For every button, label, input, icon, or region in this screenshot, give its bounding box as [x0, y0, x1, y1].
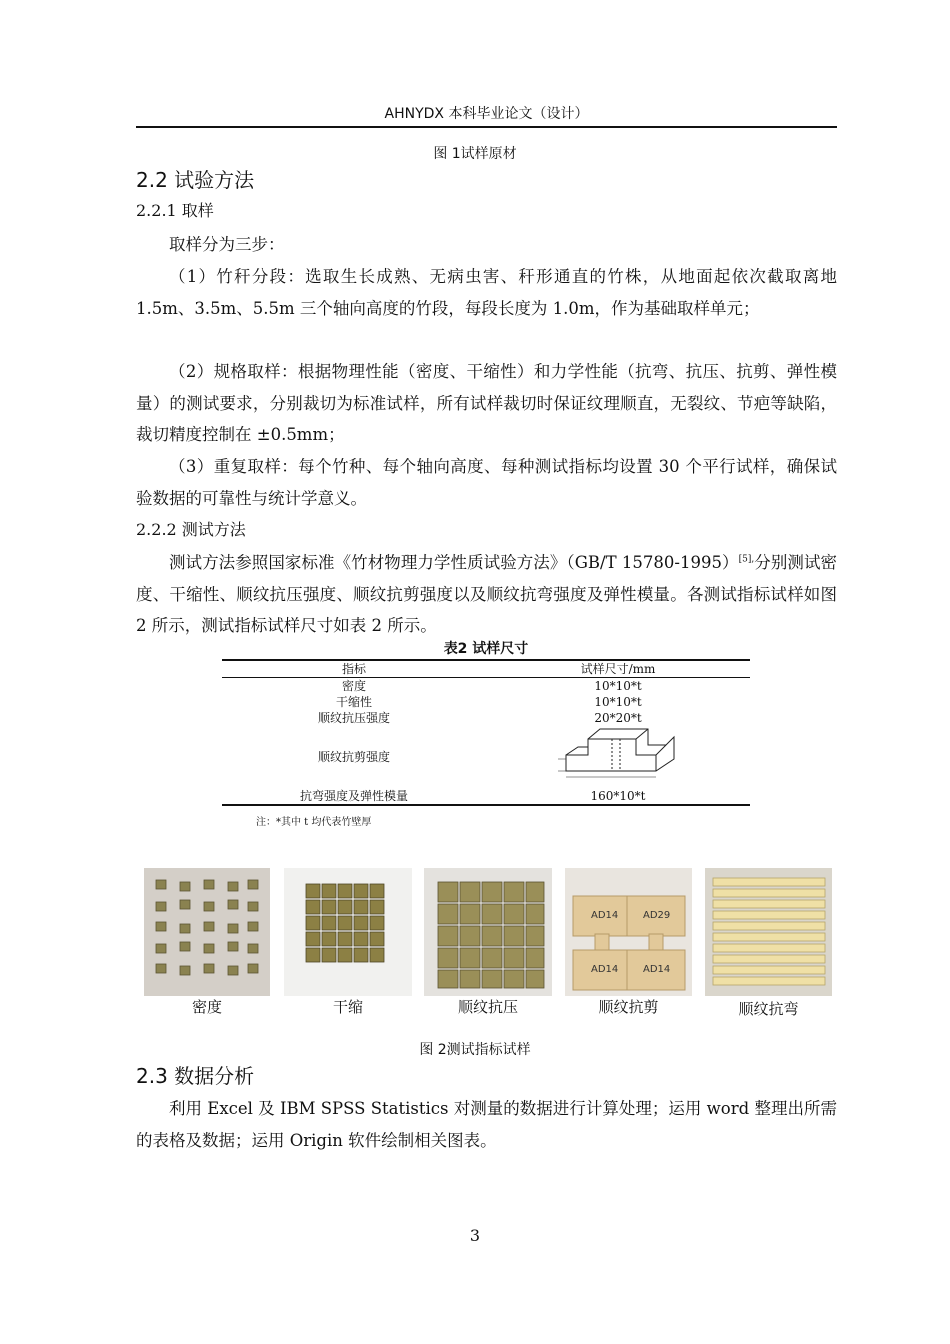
sample-size-table	[222, 659, 750, 806]
shear-mark-3: AD14	[591, 964, 619, 975]
table-row	[222, 678, 750, 695]
table-cell-size: 160*10*t	[590, 789, 646, 803]
figure-1-caption: 图 1试样原材	[433, 146, 517, 162]
section-heading-2-2: 2.2 试验方法	[136, 168, 255, 192]
photo-bending	[705, 868, 832, 996]
subsection-heading-2-2-2: 2.2.2 测试方法	[136, 520, 246, 539]
table-header-indicator: 指标	[222, 660, 486, 678]
shear-mark-2: AD29	[643, 910, 671, 921]
subsection-heading-2-2-1: 2.2.1 取样	[136, 201, 214, 220]
paragraph-step-3: （3）重复取样：每个竹种、每个轴向高度、每种测试指标均设置 30 个平行试样，确保试验数据的可靠性与统计学意义。	[136, 457, 837, 508]
photo-label-compression: 顺纹抗压	[457, 998, 518, 1016]
citation-ref: [5],	[738, 554, 755, 565]
photo-shrinkage	[284, 868, 412, 996]
table-row	[222, 726, 750, 788]
table-header-size: 试样尺寸/mm	[486, 660, 750, 678]
table-cell-indicator: 抗弯强度及弹性模量	[299, 789, 408, 803]
method-text-a: 测试方法参照国家标准《竹材物理力学性质试验方法》（GB/T 15780-1995）	[169, 553, 739, 572]
paragraph-intro: 取样分为三步：	[169, 235, 285, 254]
photo-density	[144, 868, 270, 996]
table-cell-size: 20*20*t	[594, 711, 642, 725]
table-cell-size: 10*10*t	[594, 679, 642, 693]
table-cell-indicator: 干缩性	[335, 695, 372, 709]
shear-mark-1: AD14	[591, 910, 619, 921]
table-cell-indicator: 顺纹抗压强度	[317, 711, 390, 725]
table-row	[222, 788, 750, 805]
table-note: 注：*其中 t 均代表竹壁厚	[256, 817, 372, 828]
paragraph-step-1: （1）竹秆分段：选取生长成熟、无病虫害、秆形通直的竹株，从地面起依次截取离地 1.5m、3.5m、5.5m 三个轴向高度的竹段，每段长度为 1.0m，作为基础取样单元；	[136, 267, 837, 318]
shear-specimens-image	[565, 868, 692, 996]
shear-mark-4: AD14	[643, 964, 671, 975]
paragraph-analysis: 利用 Excel 及 IBM SPSS Statistics 对测量的数据进行计算处理；运用 word 整理出所需的表格及数据；运用 Origin 软件绘制相关图表。	[136, 1099, 837, 1150]
shrinkage-specimens-image	[284, 868, 412, 996]
method-text-b: 分别测试密度、干缩性、顺纹抗压强度、顺纹抗剪强度以及顺纹抗弯强度及弹性模量。各测试指标试样如图 2 所示，测试指标试样尺寸如表 2 所示。	[136, 553, 838, 635]
table-row	[222, 710, 750, 726]
photo-label-density: 密度	[191, 998, 222, 1016]
compression-specimens-image	[424, 868, 552, 996]
shear-specimen-drawing	[548, 727, 688, 783]
header-rule	[136, 126, 837, 128]
density-specimens-image	[144, 868, 270, 996]
page-number: 3	[469, 1226, 481, 1245]
bending-specimens-image	[705, 868, 832, 996]
table-cell-indicator: 密度	[341, 679, 366, 693]
table-cell-size: 10*10*t	[594, 695, 642, 709]
shear-specimen-diagram	[486, 726, 750, 788]
table-cell-indicator: 顺纹抗剪强度	[317, 750, 390, 764]
photo-compression	[424, 868, 552, 996]
running-header: AHNYDX 本科毕业论文（设计）	[384, 106, 589, 122]
table-row	[222, 694, 750, 710]
photo-label-shrinkage: 干缩	[332, 998, 363, 1016]
table-2-title: 表2 试样尺寸	[443, 641, 529, 657]
paragraph-step-2: （2）规格取样：根据物理性能（密度、干缩性）和力学性能（抗弯、抗压、抗剪、弹性模量）的测试要求，分别裁切为标准试样，所有试样裁切时保证纹理顺直，无裂纹、节疤等缺陷，裁切精度控制在 ±0.5mm；	[136, 362, 837, 444]
figure-2-caption: 图 2测试指标试样	[419, 1042, 531, 1058]
photo-shear	[565, 868, 692, 996]
section-heading-2-3: 2.3 数据分析	[136, 1064, 255, 1088]
photo-label-bending: 顺纹抗弯	[738, 1000, 799, 1018]
photo-label-shear: 顺纹抗剪	[598, 998, 659, 1016]
paragraph-method	[136, 547, 837, 642]
